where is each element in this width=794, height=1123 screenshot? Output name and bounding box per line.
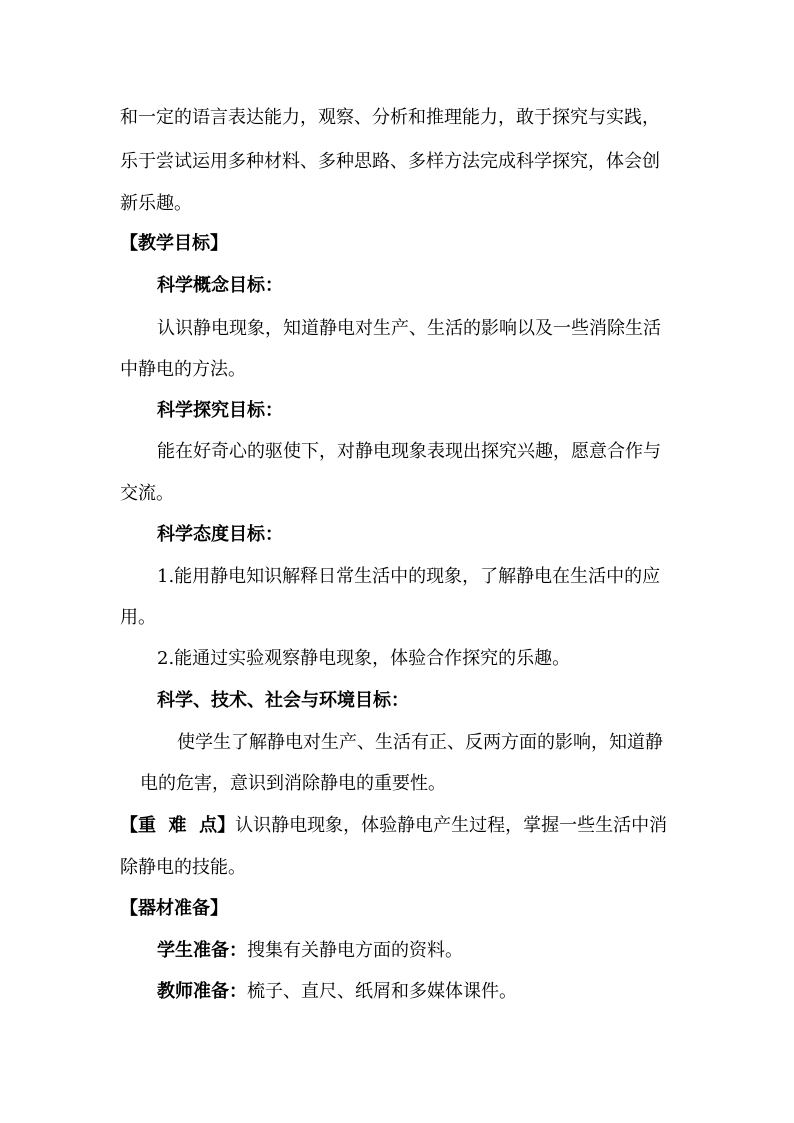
teacher-prep-text: 梳子、直尺、纸屑和多媒体课件。 — [247, 981, 517, 1002]
attitude-item-1-line-1: 1.能用静电知识解释日常生活中的现象，了解静电在生活中的应 — [157, 566, 661, 587]
attitude-item-1-line-2: 用。 — [120, 607, 156, 628]
concept-goal-line-1: 认识静电现象，知道静电对生产、生活的影响以及一些消除生活 — [157, 318, 661, 339]
teacher-prep-label: 教师准备： — [157, 981, 247, 1002]
key-points-line-1 — [120, 814, 667, 838]
concept-goal-line-2: 中静电的方法。 — [120, 359, 246, 380]
intro-line-3: 新乐趣。 — [120, 193, 192, 214]
stse-goal-title: 科学、技术、社会与环境目标： — [157, 690, 409, 711]
inquiry-goal-line-1: 能在好奇心的驱使下，对静电现象表现出探究兴趣，愿意合作与 — [157, 441, 661, 462]
attitude-item-2: 2.能通过实验观察静电现象，体验合作探究的乐趣。 — [157, 648, 571, 669]
teacher-prep-line — [157, 980, 517, 1004]
materials-heading: 【器材准备】 — [120, 898, 228, 919]
student-prep-text: 搜集有关静电方面的资料。 — [247, 940, 463, 961]
stse-goal-line-1: 使学生了解静电对生产、生活有正、反两方面的影响，知道静 — [177, 732, 663, 753]
intro-line-2: 乐于尝试运用多种材料、多种思路、多样方法完成科学探究，体会创 — [120, 151, 660, 172]
teaching-goals-heading: 【教学目标】 — [120, 233, 228, 254]
student-prep-line — [157, 939, 463, 963]
attitude-goal-title: 科学态度目标： — [157, 524, 283, 545]
key-points-label: 【重 难 点】 — [120, 815, 236, 836]
key-points-text: 认识静电现象，体验静电产生过程，掌握一些生活中消 — [235, 815, 668, 836]
student-prep-label: 学生准备： — [157, 940, 247, 961]
concept-goal-title: 科学概念目标： — [157, 275, 283, 296]
key-points-line-2: 除静电的技能。 — [120, 857, 246, 878]
inquiry-goal-title: 科学探究目标： — [157, 400, 283, 421]
stse-goal-line-2: 电的危害，意识到消除静电的重要性。 — [140, 773, 446, 794]
inquiry-goal-line-2: 交流。 — [120, 483, 174, 504]
intro-line-1: 和一定的语言表达能力，观察、分析和推理能力，敢于探究与实践， — [120, 107, 660, 128]
